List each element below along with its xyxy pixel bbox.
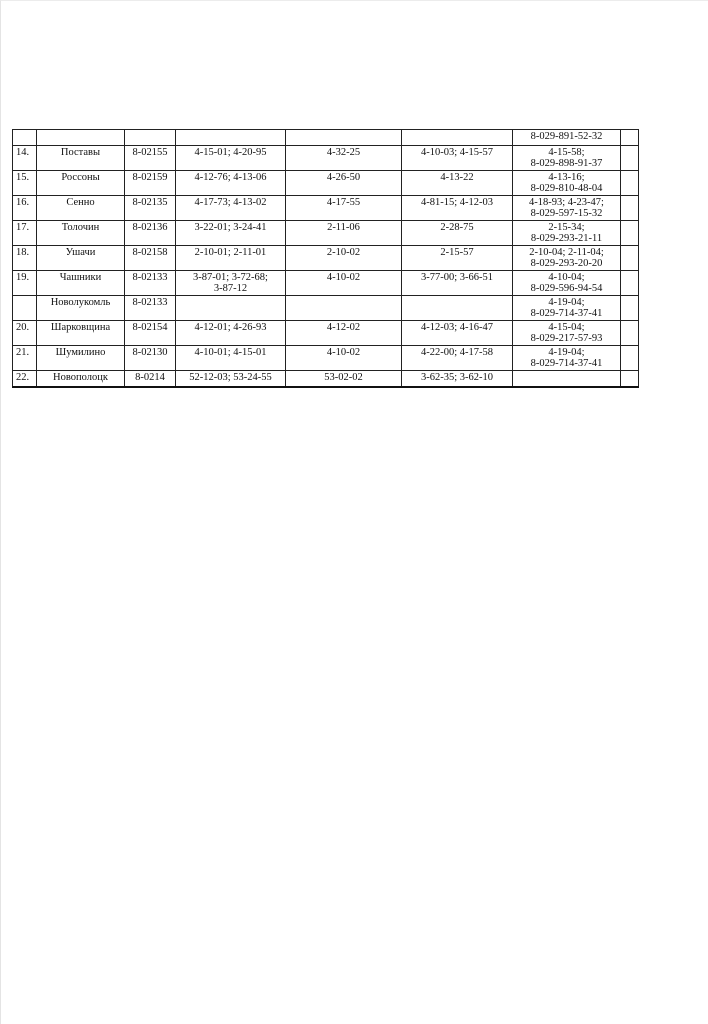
cell-text-line: 4-12-01; 4-26-93	[194, 322, 267, 333]
table-row	[13, 371, 639, 388]
phone-column-3-cell	[402, 130, 513, 146]
area-code-cell	[125, 246, 176, 271]
district-name-cell	[37, 296, 125, 321]
cell-text-line: 53-02-02	[324, 372, 363, 383]
phone-column-1-cell	[176, 346, 286, 371]
cell-text: 14.	[16, 147, 30, 158]
phone-column-5-cell	[621, 196, 639, 221]
cell-text: Ушачи	[65, 247, 96, 258]
cell-text-line: 2-15-34;	[548, 222, 585, 233]
phone-column-3-cell	[402, 296, 513, 321]
row-number-cell	[13, 221, 37, 246]
cell-text: Новолукомль	[50, 297, 111, 308]
cell-text-line: 4-18-93; 4-23-47;	[529, 197, 604, 208]
cell-text-line: 2-10-01; 2-11-01	[194, 247, 267, 258]
table-row	[13, 146, 639, 171]
cell-text: Чашники	[59, 272, 102, 283]
area-code-cell	[125, 130, 176, 146]
phone-column-1-cell	[176, 146, 286, 171]
cell-text-line: 8-029-714-37-41	[530, 358, 603, 369]
phone-column-4-cell	[513, 146, 621, 171]
table-row	[13, 271, 639, 296]
area-code-cell	[125, 146, 176, 171]
table-body	[13, 130, 639, 388]
cell-text-line: 4-15-58;	[548, 147, 585, 158]
phone-column-5-cell	[621, 221, 639, 246]
phone-column-5-cell	[621, 171, 639, 196]
table-row	[13, 130, 639, 146]
phone-directory-table	[12, 129, 639, 388]
cell-text: 8-02158	[132, 247, 168, 258]
phone-column-3-cell	[402, 371, 513, 388]
cell-text: 20.	[16, 322, 30, 333]
cell-text-line: 3-22-01; 3-24-41	[194, 222, 267, 233]
phone-column-4-cell	[513, 371, 621, 388]
phone-column-2-cell	[286, 271, 402, 296]
phone-column-5-cell	[621, 271, 639, 296]
row-number-cell	[13, 296, 37, 321]
phone-column-1-cell	[176, 171, 286, 196]
row-number-cell	[13, 271, 37, 296]
cell-text-line: 52-12-03; 53-24-55	[189, 372, 272, 383]
cell-text-line: 4-12-03; 4-16-47	[420, 322, 494, 333]
cell-text: 8-02135	[132, 197, 168, 208]
cell-text: 17.	[16, 222, 30, 233]
cell-text: 8-02155	[132, 147, 168, 158]
phone-column-2-cell	[286, 246, 402, 271]
phone-column-1-cell	[176, 371, 286, 388]
phone-column-4-cell	[513, 271, 621, 296]
phone-column-4-cell	[513, 321, 621, 346]
table-row	[13, 346, 639, 371]
cell-text: 8-02136	[132, 222, 168, 233]
cell-text-line: 2-28-75	[440, 222, 474, 233]
phone-column-3-cell	[402, 321, 513, 346]
cell-text-line: 4-19-04;	[548, 347, 585, 358]
district-name-cell	[37, 130, 125, 146]
row-number-cell	[13, 371, 37, 388]
district-name-cell	[37, 171, 125, 196]
cell-text-line: 4-19-04;	[548, 297, 585, 308]
phone-column-4-cell	[513, 221, 621, 246]
row-number-cell	[13, 321, 37, 346]
row-number-cell	[13, 196, 37, 221]
cell-text-line: 4-10-02	[326, 272, 361, 283]
cell-text-line: 4-10-04;	[548, 272, 585, 283]
cell-text: 22.	[16, 372, 30, 383]
cell-text: 8-02133	[132, 272, 168, 283]
cell-text: 19.	[16, 272, 30, 283]
phone-column-3-cell	[402, 196, 513, 221]
cell-text-line: 2-10-04; 2-11-04;	[529, 247, 604, 258]
area-code-cell	[125, 171, 176, 196]
table-row	[13, 321, 639, 346]
area-code-cell	[125, 321, 176, 346]
cell-text-line: 3-62-35; 3-62-10	[420, 372, 494, 383]
phone-column-2-cell	[286, 196, 402, 221]
cell-text-line: 4-10-01; 4-15-01	[194, 347, 267, 358]
cell-text-line: 4-17-73; 4-13-02	[194, 197, 267, 208]
cell-text: 8-02159	[132, 172, 168, 183]
cell-text-line: 3-87-01; 3-72-68;	[193, 272, 268, 283]
district-name-cell	[37, 221, 125, 246]
cell-text: Шарковщина	[50, 322, 111, 333]
cell-text-line: 4-32-25	[326, 147, 361, 158]
district-name-cell	[37, 271, 125, 296]
phone-column-2-cell	[286, 130, 402, 146]
cell-text: 8-02154	[132, 322, 168, 333]
cell-text: 8-02133	[132, 297, 168, 308]
phone-column-2-cell	[286, 146, 402, 171]
cell-text: 8-02130	[132, 347, 168, 358]
cell-text-line: 8-029-891-52-32	[530, 131, 603, 142]
cell-text-line: 8-029-596-94-54	[530, 283, 603, 294]
cell-text: 8-0214	[135, 372, 165, 383]
cell-text: Шумилино	[55, 347, 106, 358]
table-row	[13, 246, 639, 271]
phone-column-2-cell	[286, 346, 402, 371]
phone-column-2-cell	[286, 371, 402, 388]
phone-column-3-cell	[402, 171, 513, 196]
cell-text: 21.	[16, 347, 30, 358]
cell-text-line: 8-029-597-15-32	[530, 208, 603, 219]
phone-column-3-cell	[402, 246, 513, 271]
phone-column-4-cell	[513, 246, 621, 271]
cell-text-line: 3-87-12	[213, 283, 248, 294]
cell-text-line: 8-029-714-37-41	[530, 308, 603, 319]
phone-column-5-cell	[621, 321, 639, 346]
cell-text: Новополоцк	[53, 372, 108, 383]
cell-text-line: 4-13-22	[440, 172, 474, 183]
cell-text-line: 8-029-810-48-04	[530, 183, 603, 194]
area-code-cell	[125, 196, 176, 221]
cell-text-line: 4-12-02	[326, 322, 361, 333]
district-name-cell	[37, 371, 125, 388]
phone-column-5-cell	[621, 371, 639, 388]
phone-column-5-cell	[621, 146, 639, 171]
cell-text-line: 4-13-16;	[548, 172, 585, 183]
row-number-cell	[13, 346, 37, 371]
area-code-cell	[125, 346, 176, 371]
phone-column-5-cell	[621, 346, 639, 371]
phone-column-3-cell	[402, 346, 513, 371]
phone-column-2-cell	[286, 321, 402, 346]
area-code-cell	[125, 271, 176, 296]
phone-column-3-cell	[402, 271, 513, 296]
cell-text-line: 4-26-50	[326, 172, 361, 183]
cell-text: Россоны	[61, 172, 100, 183]
phone-column-4-cell	[513, 171, 621, 196]
phone-column-2-cell	[286, 296, 402, 321]
phone-column-1-cell	[176, 196, 286, 221]
phone-column-3-cell	[402, 221, 513, 246]
cell-text-line: 8-029-293-20-20	[530, 258, 603, 269]
table-row	[13, 171, 639, 196]
district-name-cell	[37, 321, 125, 346]
cell-text-line: 2-15-57	[440, 247, 474, 258]
cell-text-line: 4-22-00; 4-17-58	[420, 347, 494, 358]
cell-text-line: 4-10-03; 4-15-57	[420, 147, 494, 158]
cell-text-line: 4-15-01; 4-20-95	[194, 147, 267, 158]
phone-column-1-cell	[176, 271, 286, 296]
phone-column-2-cell	[286, 171, 402, 196]
district-name-cell	[37, 146, 125, 171]
cell-text: 15.	[16, 172, 30, 183]
phone-column-5-cell	[621, 296, 639, 321]
row-number-cell	[13, 171, 37, 196]
area-code-cell	[125, 371, 176, 388]
phone-column-3-cell	[402, 146, 513, 171]
phone-column-4-cell	[513, 196, 621, 221]
row-number-cell	[13, 146, 37, 171]
district-name-cell	[37, 246, 125, 271]
cell-text-line: 3-77-00; 3-66-51	[420, 272, 494, 283]
cell-text-line: 8-029-293-21-11	[530, 233, 603, 244]
cell-text-line: 8-029-898-91-37	[530, 158, 603, 169]
phone-column-1-cell	[176, 296, 286, 321]
phone-column-1-cell	[176, 321, 286, 346]
area-code-cell	[125, 221, 176, 246]
row-number-cell	[13, 130, 37, 146]
table-row	[13, 196, 639, 221]
phone-column-1-cell	[176, 130, 286, 146]
district-name-cell	[37, 196, 125, 221]
cell-text-line: 4-12-76; 4-13-06	[194, 172, 267, 183]
phone-column-4-cell	[513, 130, 621, 146]
phone-column-5-cell	[621, 246, 639, 271]
cell-text-line: 4-17-55	[326, 197, 361, 208]
cell-text: Сенно	[66, 197, 95, 208]
phone-column-1-cell	[176, 246, 286, 271]
cell-text-line: 4-15-04;	[548, 322, 585, 333]
phone-column-2-cell	[286, 221, 402, 246]
area-code-cell	[125, 296, 176, 321]
cell-text: 18.	[16, 247, 30, 258]
row-number-cell	[13, 246, 37, 271]
phone-column-4-cell	[513, 296, 621, 321]
cell-text: 16.	[16, 197, 30, 208]
phone-column-5-cell	[621, 130, 639, 146]
cell-text-line: 2-10-02	[326, 247, 361, 258]
cell-text-line: 4-10-02	[326, 347, 361, 358]
phone-column-4-cell	[513, 346, 621, 371]
cell-text-line: 2-11-06	[327, 222, 360, 233]
cell-text: Толочин	[61, 222, 100, 233]
cell-text: Поставы	[60, 147, 101, 158]
phone-column-1-cell	[176, 221, 286, 246]
district-name-cell	[37, 346, 125, 371]
cell-text-line: 4-81-15; 4-12-03	[420, 197, 494, 208]
cell-text-line: 8-029-217-57-93	[530, 333, 603, 344]
table-row	[13, 296, 639, 321]
table-row	[13, 221, 639, 246]
